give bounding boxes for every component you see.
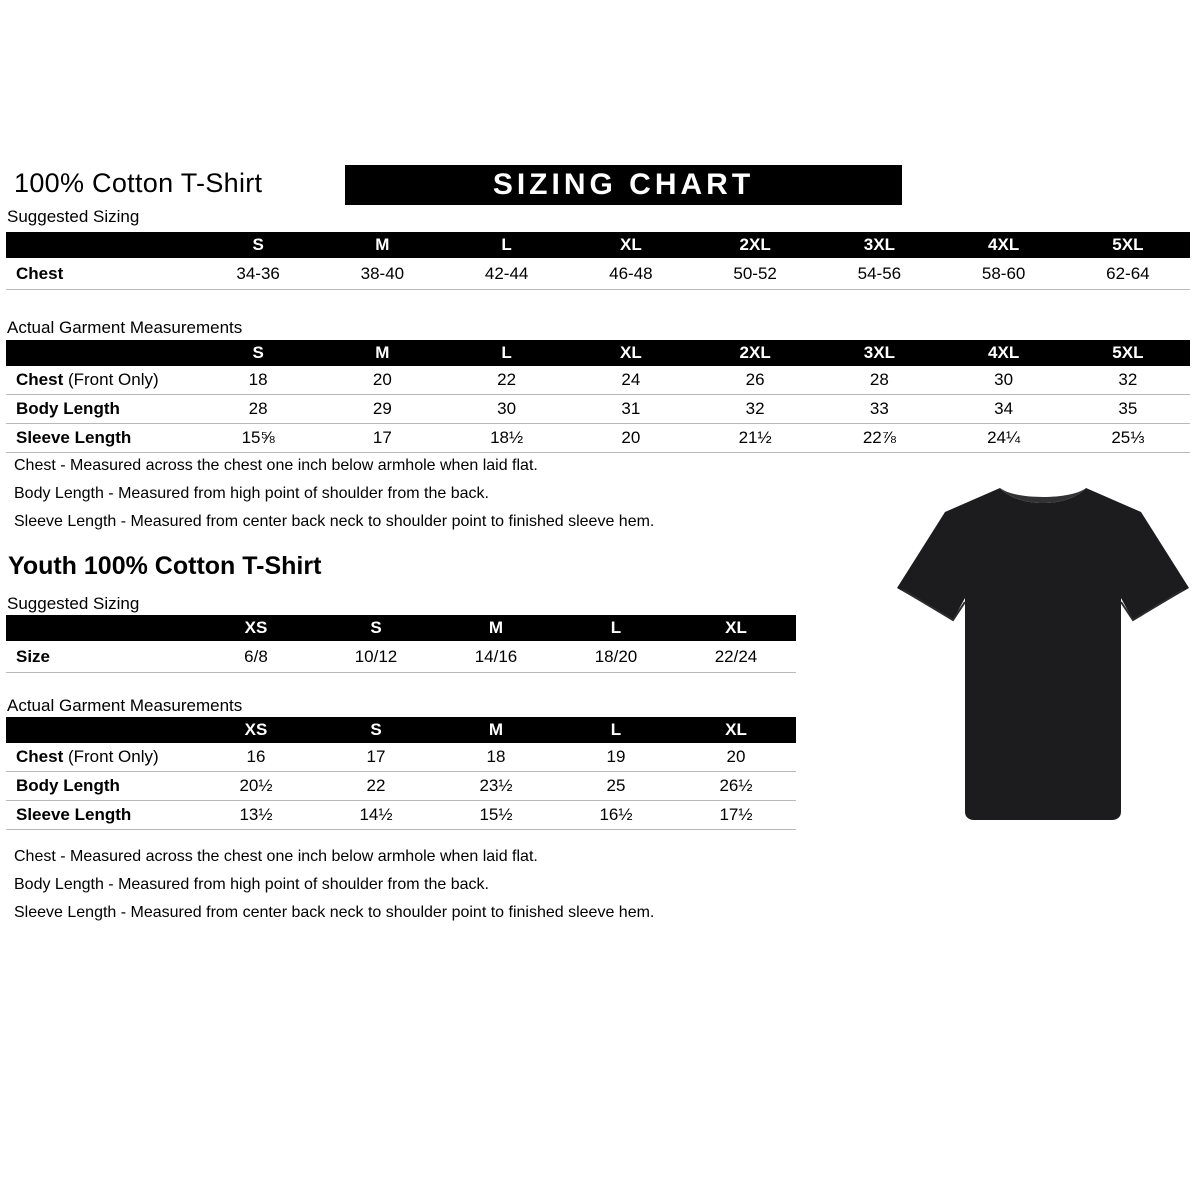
cell-value: 20 bbox=[621, 428, 641, 447]
size-col-header: XL bbox=[725, 720, 747, 739]
cell-value: 24 bbox=[621, 370, 641, 389]
note-line: Body Length - Measured from high point of shoulder from the back. bbox=[14, 485, 489, 502]
sizing-chart-banner: SIZING CHART bbox=[345, 165, 902, 205]
cell-value: 32 bbox=[1118, 370, 1138, 389]
adult-actual-measurements-label: Actual Garment Measurements bbox=[7, 318, 243, 337]
size-col-header: L bbox=[501, 343, 512, 362]
youth-measurement-notes bbox=[14, 843, 654, 927]
size-col-header: 3XL bbox=[863, 235, 895, 254]
size-col-header: XS bbox=[244, 720, 268, 739]
cell-value: 19 bbox=[606, 747, 626, 766]
cell-value: 62-64 bbox=[1106, 263, 1150, 283]
size-col-header: M bbox=[488, 618, 504, 637]
size-col-header: XL bbox=[620, 235, 642, 254]
table-row bbox=[6, 801, 796, 830]
row-label: Chest (Front Only) bbox=[16, 747, 159, 766]
size-col-header: 4XL bbox=[988, 343, 1020, 362]
size-col-header: XL bbox=[725, 618, 747, 637]
youth-suggested-sizing-table bbox=[6, 615, 796, 673]
size-col-header: M bbox=[375, 235, 390, 254]
cell-value: 20 bbox=[372, 370, 392, 389]
table-row bbox=[6, 258, 1190, 290]
row-label: Sleeve Length bbox=[16, 428, 132, 447]
size-col-header: 5XL bbox=[1112, 343, 1144, 362]
youth-section-title: Youth 100% Cotton T-Shirt bbox=[8, 552, 322, 580]
cell-value: 16½ bbox=[599, 805, 633, 824]
cell-value: 25 bbox=[606, 776, 626, 795]
row-label: Chest (Front Only) bbox=[16, 370, 159, 389]
table-row bbox=[6, 395, 1190, 424]
size-col-header: 4XL bbox=[988, 235, 1020, 254]
size-col-header: M bbox=[375, 343, 390, 362]
cell-value: 21½ bbox=[738, 428, 772, 447]
cell-value: 26½ bbox=[719, 776, 753, 795]
row-label-suffix: (Front Only) bbox=[63, 747, 159, 766]
size-col-header: 3XL bbox=[863, 343, 895, 362]
table-row bbox=[6, 743, 796, 772]
cell-value: 23½ bbox=[479, 776, 513, 795]
cell-value: 17 bbox=[366, 747, 386, 766]
youth-actual-measurements-table bbox=[6, 717, 796, 830]
cell-value: 30 bbox=[994, 370, 1014, 389]
cell-value: 22⅞ bbox=[862, 428, 896, 447]
cell-value: 16 bbox=[246, 747, 266, 766]
size-col-header: 5XL bbox=[1112, 235, 1144, 254]
row-label: Body Length bbox=[16, 776, 120, 795]
cell-value: 35 bbox=[1118, 399, 1138, 418]
cell-value: 32 bbox=[745, 399, 765, 418]
adult-suggested-sizing-label: Suggested Sizing bbox=[7, 207, 140, 226]
cell-value: 18½ bbox=[490, 428, 524, 447]
cell-value: 20 bbox=[726, 747, 746, 766]
cell-value: 22 bbox=[497, 370, 517, 389]
size-col-header: 2XL bbox=[739, 343, 771, 362]
cell-value: 14½ bbox=[359, 805, 393, 824]
size-col-header: S bbox=[252, 235, 264, 254]
size-col-header: S bbox=[370, 618, 382, 637]
tshirt-image bbox=[893, 472, 1193, 840]
size-col-header: 2XL bbox=[739, 235, 771, 254]
note-line: Chest - Measured across the chest one inch below armhole when laid flat. bbox=[14, 457, 538, 474]
cell-value: 58-60 bbox=[981, 263, 1026, 283]
youth-suggested-sizing-label: Suggested Sizing bbox=[7, 594, 140, 613]
adult-measurement-notes bbox=[14, 452, 654, 536]
table-header-row bbox=[6, 717, 796, 743]
cell-value: 10/12 bbox=[354, 646, 398, 666]
cell-value: 17 bbox=[372, 428, 392, 447]
cell-value: 18/20 bbox=[594, 646, 638, 666]
table-row bbox=[6, 772, 796, 801]
table-row bbox=[6, 641, 796, 673]
cell-value: 33 bbox=[869, 399, 889, 418]
note-line: Body Length - Measured from high point of shoulder from the back. bbox=[14, 876, 489, 893]
cell-value: 20½ bbox=[239, 776, 273, 795]
cell-value: 42-44 bbox=[484, 263, 529, 283]
size-col-header: L bbox=[610, 618, 622, 637]
cell-value: 38-40 bbox=[360, 263, 405, 283]
note-line: Sleeve Length - Measured from center back neck to shoulder point to finished sleeve hem. bbox=[14, 904, 655, 921]
cell-value: 24¼ bbox=[987, 428, 1021, 447]
cell-value: 22 bbox=[366, 776, 386, 795]
cell-value: 17½ bbox=[719, 805, 753, 824]
cell-value: 13½ bbox=[239, 805, 273, 824]
cell-value: 18 bbox=[248, 370, 268, 389]
cell-value: 6/8 bbox=[244, 646, 268, 666]
cell-value: 26 bbox=[745, 370, 765, 389]
size-col-header: M bbox=[488, 720, 504, 739]
tshirt-silhouette bbox=[893, 472, 1193, 840]
cell-value: 30 bbox=[497, 399, 517, 418]
row-label: Size bbox=[16, 646, 51, 666]
table-header-row bbox=[6, 340, 1190, 366]
cell-value: 54-56 bbox=[857, 263, 902, 283]
size-col-header: XS bbox=[244, 618, 268, 637]
cell-value: 50-52 bbox=[733, 263, 777, 283]
size-col-header: S bbox=[252, 343, 264, 362]
adult-actual-measurements-table bbox=[6, 340, 1190, 453]
cell-value: 28 bbox=[248, 399, 268, 418]
cell-value: 25⅓ bbox=[1111, 428, 1145, 447]
size-col-header: L bbox=[610, 720, 622, 739]
cell-value: 46-48 bbox=[609, 263, 653, 283]
row-label: Sleeve Length bbox=[16, 805, 132, 824]
table-row bbox=[6, 424, 1190, 453]
row-label-suffix: (Front Only) bbox=[63, 370, 159, 389]
cell-value: 34-36 bbox=[236, 263, 280, 283]
row-label: Chest bbox=[16, 263, 64, 283]
note-line: Sleeve Length - Measured from center back neck to shoulder point to finished sleeve hem. bbox=[14, 513, 655, 530]
size-col-header: S bbox=[370, 720, 382, 739]
size-col-header: XL bbox=[620, 343, 642, 362]
cell-value: 18 bbox=[486, 747, 506, 766]
cell-value: 22/24 bbox=[714, 646, 758, 666]
cell-value: 15⅝ bbox=[241, 428, 275, 447]
cell-value: 31 bbox=[621, 399, 641, 418]
row-label: Body Length bbox=[16, 399, 120, 418]
cell-value: 28 bbox=[869, 370, 889, 389]
cell-value: 29 bbox=[372, 399, 392, 418]
table-row bbox=[6, 366, 1190, 395]
cell-value: 15½ bbox=[479, 805, 513, 824]
table-header-row bbox=[6, 232, 1190, 258]
adult-suggested-sizing-table bbox=[6, 232, 1190, 290]
note-line: Chest - Measured across the chest one inch below armhole when laid flat. bbox=[14, 848, 538, 865]
page-title: 100% Cotton T-Shirt bbox=[14, 168, 263, 198]
size-col-header: L bbox=[501, 235, 512, 254]
cell-value: 34 bbox=[994, 399, 1014, 418]
table-header-row bbox=[6, 615, 796, 641]
youth-actual-measurements-label: Actual Garment Measurements bbox=[7, 696, 243, 715]
cell-value: 14/16 bbox=[474, 646, 518, 666]
